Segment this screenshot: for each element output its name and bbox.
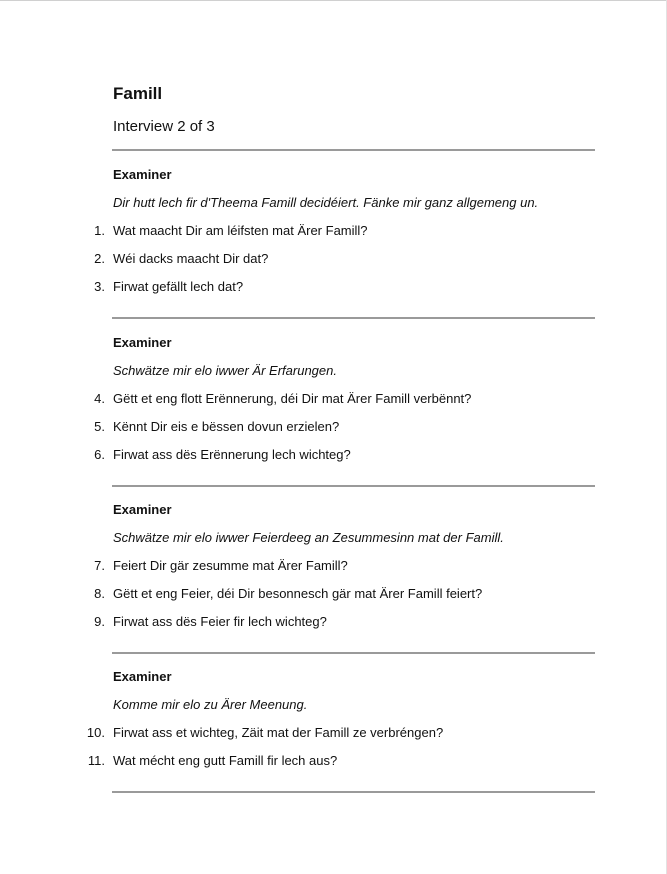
question-text: Firwat ass dës Erënnerung lech wichteg? [113, 447, 351, 462]
section-divider [112, 149, 595, 151]
question-text: Wat maacht Dir am léifsten mat Ärer Famill? [113, 223, 368, 238]
question-number: 8. [94, 586, 105, 601]
question-text: Kënnt Dir eis e bëssen dovun erzielen? [113, 419, 340, 434]
question-text: Firwat ass et wichteg, Zäit mat der Famill ze verbréngen? [113, 725, 444, 740]
question-item [0, 447, 667, 463]
examiner-prompt: Schwätze mir elo iwwer Är Erfarungen. [113, 363, 337, 378]
question-number: 1. [94, 223, 105, 238]
speaker-label: Examiner [113, 502, 172, 517]
examiner-prompt: Schwätze mir elo iwwer Feierdeeg an Zesummesinn mat der Famill. [113, 530, 504, 545]
question-number: 9. [94, 614, 105, 629]
question-number: 7. [94, 558, 105, 573]
question-item [0, 279, 667, 295]
question-text: Wat mécht eng gutt Famill fir lech aus? [113, 753, 338, 768]
question-number: 10. [86, 725, 105, 740]
section-divider [112, 652, 595, 654]
question-item [0, 251, 667, 267]
examiner-prompt: Komme mir elo zu Ärer Meenung. [113, 697, 308, 712]
section-divider [112, 317, 595, 319]
speaker-label: Examiner [113, 335, 172, 350]
page-title: Famill [113, 84, 163, 103]
question-number: 3. [94, 279, 105, 294]
question-text: Feiert Dir gär zesumme mat Ärer Famill? [113, 558, 348, 573]
page-top-border [0, 0, 667, 1]
page-subtitle: Interview 2 of 3 [113, 118, 215, 135]
question-text: Gëtt et eng Feier, déi Dir besonnesch gär mat Ärer Famill feiert? [113, 586, 483, 601]
question-number: 5. [94, 419, 105, 434]
question-item [0, 223, 667, 239]
question-text: Firwat gefällt lech dat? [113, 279, 244, 294]
question-item [0, 725, 667, 741]
section-divider [112, 485, 595, 487]
question-text: Gëtt et eng flott Erënnerung, déi Dir mat Ärer Famill verbënnt? [113, 391, 472, 406]
question-item [0, 558, 667, 574]
question-item [0, 753, 667, 769]
question-item [0, 391, 667, 407]
question-text: Firwat ass dës Feier fir lech wichteg? [113, 614, 327, 629]
speaker-label: Examiner [113, 669, 172, 684]
examiner-prompt: Dir hutt lech fir d'Theema Famill decidéiert. Fänke mir ganz allgemeng un. [113, 195, 539, 210]
question-number: 11. [87, 753, 105, 768]
question-number: 2. [94, 251, 105, 266]
question-text: Wéi dacks maacht Dir dat? [113, 251, 269, 266]
question-item [0, 586, 667, 602]
question-item [0, 614, 667, 630]
question-number: 6. [94, 447, 105, 462]
speaker-label: Examiner [113, 167, 172, 182]
section-divider [112, 791, 595, 793]
question-item [0, 419, 667, 435]
question-number: 4. [94, 391, 105, 406]
